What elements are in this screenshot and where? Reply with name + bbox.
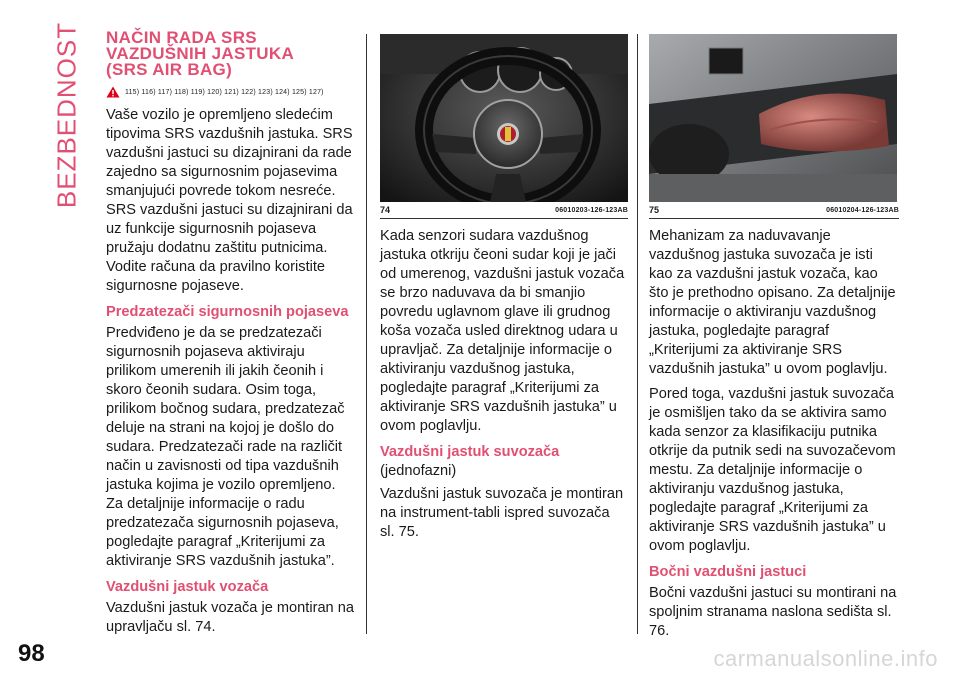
pretensioner-paragraph: Predviđeno je da se predzatezači sigurnosnih pojaseva aktiviraju prilikom umerenih ili jakih čeonih i skoro čeonih sudara. Osim toga, prilikom bočnog sudara, predzatezač deluje na strani na kojoj je došlo do sudara. Predzatezači rade na različit način u zavisnosti od tipa vazdušnih jastuka kojima je vozilo opremljeno. Za detaljnije informacije o radu predzatezača sigurnosnih pojaseva, pogledajte paragraf „Kriterijumi za aktiviranje SRS vazdušnih jastuka”. — [106, 325, 345, 569]
column-1 — [106, 30, 356, 643]
passenger-airbag-paragraph: Vazdušni jastuk suvozača je montiran na instrument-tabli ispred suvozača sl. 75. — [380, 486, 624, 540]
column-divider — [366, 34, 367, 634]
heading-pretensioners: Predzatezači sigurnosnih pojaseva — [106, 304, 349, 320]
title-line: (SRS AIR BAG) — [106, 60, 233, 79]
chapter-title — [106, 30, 356, 78]
section-title-text: BEZBEDNOST — [51, 21, 82, 209]
heading-side-airbags: Bočni vazdušni jastuci — [649, 564, 807, 580]
intro-paragraph: Vaše vozilo je opremljeno sledećim tipovima SRS vazdušnih jastuka. SRS vazdušni jastuci su dizajnirani da rade zajedno sa sigurnosnim pojasevima smanjujući povrede tokom nesreće. SRS vazdušni jastuci su dizajnirani da uz funkcije sigurnosnih pojaseva pružaju dodatnu zaštitu putnicima. Vodite računa da pravilno koristite sigurnosne pojaseve. — [106, 107, 353, 294]
side-airbags-paragraph: Bočni vazdušni jastuci su montirani na spoljnim stranama naslona sedišta sl. 76. — [649, 585, 897, 639]
figure-number: 74 — [380, 205, 391, 215]
page-number: 98 — [18, 640, 45, 667]
figure-code: 06010203-126-123AB — [555, 206, 628, 214]
passenger-sensor-paragraph: Pored toga, vazdušni jastuk suvozača je osmišljen tako da se aktivira samo kada senzor za klasifikaciju putnika otkrije da putnik sedi na suvozačevom mestu. Za detaljnije informacije o aktiviranju vazdušnog jastuka, pogledajte paragraf „Kriterijumi za aktiviranje SRS vazdušnih jastuka” u ovom poglavlju. — [649, 386, 896, 554]
driver-airbag-paragraph: Vazdušni jastuk vozača je montiran na upravljaču sl. 74. — [106, 600, 354, 635]
passenger-mechanism-paragraph: Mehanizam za naduvavanje vazdušnog jastuka suvozača je isti kao za vazdušni jastuk vozača, kao što je prethodno opisano. Za detaljnije informacije o aktiviranju vazdušnog jastuka, pogledajte paragraf „Kriterijumi za aktiviranje SRS vazdušnih jastuka” u ovom poglavlju. — [649, 228, 896, 377]
column-3 — [649, 30, 899, 647]
figure-74-steering-wheel-image — [380, 34, 628, 202]
figure-code: 06010204-126-123AB — [826, 206, 899, 214]
title-line: NAČIN RADA SRS — [106, 28, 257, 47]
warning-refs-text: 115) 116) 117) 118) 119) 120) 121) 122) 123) 124) 125) 127) — [125, 88, 324, 96]
column-divider — [637, 34, 638, 634]
figure-74-caption — [380, 202, 628, 219]
section-side-title — [51, 21, 82, 209]
heading-passenger-airbag: Vazdušni jastuk suvozača — [380, 444, 560, 460]
driver-airbag-detail-paragraph: Kada senzori sudara vazdušnog jastuka otkriju čeoni sudar koji je jači od umerenog, vazdušni jastuk vozača se brzo naduvava da bi smanjio povredu uglavnom glave ili grudnog koša vozača usled direktnog udara u upravljač. Za detaljnije informacije o aktiviranju vazdušnog jastuka, pogledajte paragraf „Kriterijumi za aktiviranje SRS vazdušnih jastuka” u ovom poglavlju. — [380, 228, 625, 434]
title-line: VAZDUŠNIH JASTUKA — [106, 44, 295, 63]
heading-driver-airbag: Vazdušni jastuk vozača — [106, 579, 269, 595]
warning-triangle-icon — [106, 86, 120, 98]
warning-references — [106, 86, 356, 98]
column-2 — [380, 30, 628, 548]
figure-75-caption — [649, 202, 899, 219]
figure-number: 75 — [649, 205, 660, 215]
watermark-text: carmanualsonline.info — [713, 646, 938, 671]
passenger-airbag-subheading: (jednofazni) — [380, 463, 457, 479]
figure-75-dashboard-image — [649, 34, 897, 202]
